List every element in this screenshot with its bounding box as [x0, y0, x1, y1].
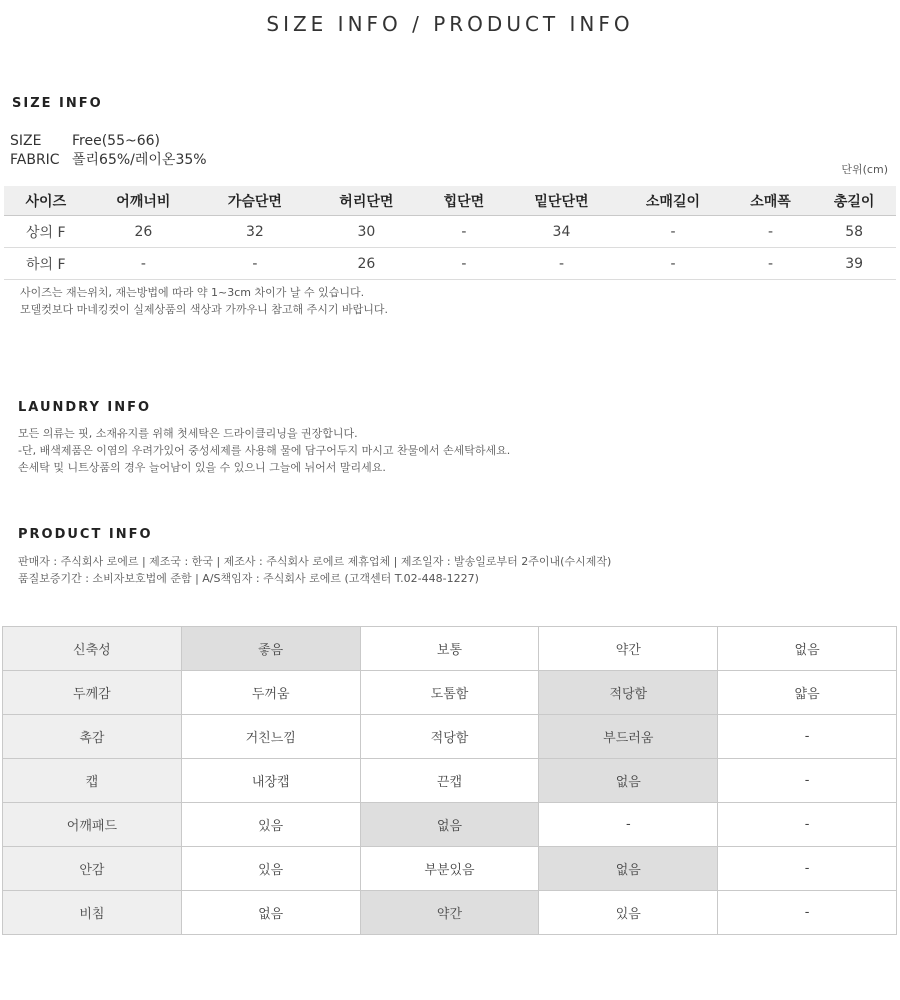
table-cell: 58: [812, 216, 896, 248]
table-cell: -: [199, 248, 311, 280]
attribute-option: 부분있음: [360, 847, 539, 891]
attribute-label: 안감: [3, 847, 182, 891]
attribute-option-selected: 좋음: [181, 627, 360, 671]
attribute-option: 내장캡: [181, 759, 360, 803]
fabric-value: 폴리65%/레이온35%: [72, 152, 207, 168]
attribute-option: 있음: [539, 891, 718, 935]
column-header: 어깨너비: [88, 186, 200, 216]
attribute-label: 촉감: [3, 715, 182, 759]
attribute-option-selected: 없음: [360, 803, 539, 847]
table-cell: -: [617, 248, 729, 280]
attribute-option: -: [718, 715, 897, 759]
table-cell: 34: [506, 216, 618, 248]
laundry-line: -단, 배색제품은 이염의 우려가있어 중성세제를 사용해 물에 담구어두지 마시고 찬물에서 손세탁하세요.: [18, 444, 511, 457]
table-row: [3, 847, 897, 891]
column-header: 밑단단면: [506, 186, 618, 216]
attribute-option: -: [718, 759, 897, 803]
attribute-option: 얇음: [718, 671, 897, 715]
attribute-option: -: [539, 803, 718, 847]
attribute-option: 없음: [181, 891, 360, 935]
size-table-header: [4, 186, 896, 216]
attribute-option-selected: 없음: [539, 759, 718, 803]
product-text: [18, 553, 611, 587]
table-row: [3, 715, 897, 759]
column-header: 소매폭: [729, 186, 813, 216]
attribute-label: 신축성: [3, 627, 182, 671]
attribute-option-selected: 없음: [539, 847, 718, 891]
attribute-option: -: [718, 847, 897, 891]
attribute-option: 두꺼움: [181, 671, 360, 715]
table-cell: -: [729, 248, 813, 280]
page-title: SIZE INFO / PRODUCT INFO: [266, 12, 634, 36]
attribute-option: 끈캡: [360, 759, 539, 803]
attribute-option: 적당함: [360, 715, 539, 759]
attribute-option: 있음: [181, 803, 360, 847]
table-cell: -: [422, 248, 506, 280]
table-cell: -: [88, 248, 200, 280]
column-header: 힙단면: [422, 186, 506, 216]
attribute-option-selected: 적당함: [539, 671, 718, 715]
table-cell: -: [617, 216, 729, 248]
table-cell: 39: [812, 248, 896, 280]
laundry-line: 모든 의류는 핏, 소재유지를 위해 첫세탁은 드라이클리닝을 권장합니다.: [18, 427, 358, 440]
column-header: 가슴단면: [199, 186, 311, 216]
attribute-table: [2, 626, 897, 935]
size-label: SIZE: [10, 133, 42, 149]
table-row: [3, 671, 897, 715]
table-cell: -: [729, 216, 813, 248]
laundry-info-heading: LAUNDRY INFO: [18, 400, 152, 415]
column-header: 총길이: [812, 186, 896, 216]
attribute-option: 도톰함: [360, 671, 539, 715]
attribute-option: 거친느낌: [181, 715, 360, 759]
product-info-heading: PRODUCT INFO: [18, 527, 153, 542]
table-cell: 26: [88, 216, 200, 248]
size-notes: [20, 284, 388, 318]
table-cell: 상의 F: [4, 216, 88, 248]
table-cell: 30: [311, 216, 423, 248]
table-row: [3, 627, 897, 671]
attribute-option: 없음: [718, 627, 897, 671]
column-header: 허리단면: [311, 186, 423, 216]
laundry-line: 손세탁 및 니트상품의 경우 늘어남이 있을 수 있으니 그늘에 뉘어서 말리세요.: [18, 461, 386, 474]
size-line: [10, 133, 160, 149]
table-cell: -: [422, 216, 506, 248]
attribute-option-selected: 부드러움: [539, 715, 718, 759]
attribute-label: 어깨패드: [3, 803, 182, 847]
attribute-option: 있음: [181, 847, 360, 891]
product-line: 품질보증기간 : 소비자보호법에 준함 | A/S책임자 : 주식회사 로에르 (고객센터 T.02-448-1227): [18, 572, 479, 585]
fabric-line: [10, 149, 207, 169]
attribute-option: -: [718, 891, 897, 935]
table-cell: 하의 F: [4, 248, 88, 280]
table-cell: 32: [199, 216, 311, 248]
attribute-label: 비침: [3, 891, 182, 935]
attribute-label: 두께감: [3, 671, 182, 715]
attribute-option: -: [718, 803, 897, 847]
table-row: [4, 248, 896, 280]
table-cell: -: [506, 248, 618, 280]
fabric-label: FABRIC: [10, 152, 60, 168]
column-header: 소매길이: [617, 186, 729, 216]
attribute-option: 약간: [539, 627, 718, 671]
column-header: 사이즈: [4, 186, 88, 216]
size-value: Free(55~66): [72, 133, 160, 149]
laundry-text: [18, 425, 510, 476]
table-cell: 26: [311, 248, 423, 280]
table-row: [3, 891, 897, 935]
product-line: 판매자 : 주식회사 로에르 | 제조국 : 한국 | 제조사 : 주식회사 로에르 제휴업체 | 제조일자 : 발송일로부터 2주이내(수시제작): [18, 555, 612, 568]
table-row: [3, 803, 897, 847]
size-table: [4, 186, 896, 280]
attribute-label: 캡: [3, 759, 182, 803]
attribute-option-selected: 약간: [360, 891, 539, 935]
table-row: [4, 216, 896, 248]
size-info-heading: SIZE INFO: [12, 96, 103, 111]
size-note: 모델컷보다 마네킹컷이 실제상품의 색상과 가까우니 참고해 주시기 바랍니다.: [20, 303, 389, 316]
attribute-option: 보통: [360, 627, 539, 671]
unit-label: 단위(cm): [841, 163, 888, 176]
table-row: [3, 759, 897, 803]
size-note: 사이즈는 재는위치, 재는방법에 따라 약 1~3cm 차이가 날 수 있습니다.: [20, 286, 365, 299]
